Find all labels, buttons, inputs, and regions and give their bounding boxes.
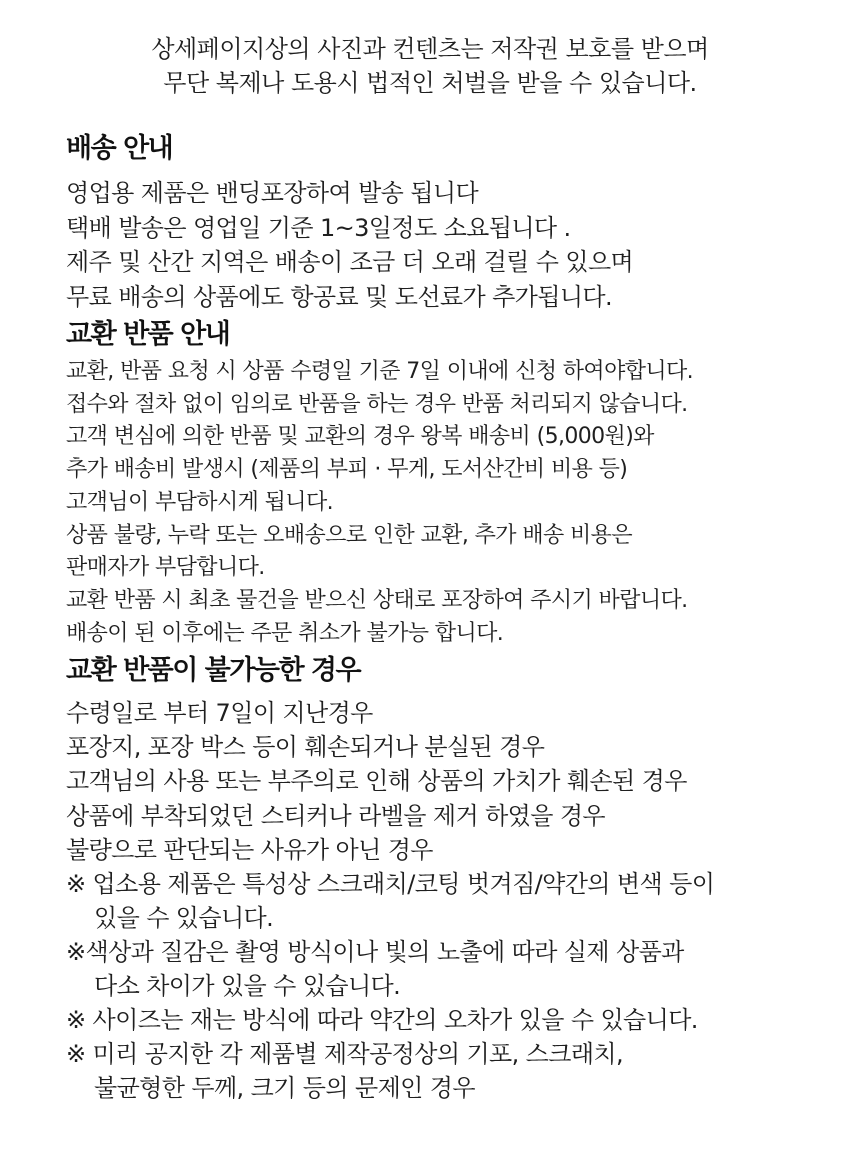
caution-note-line: 불균형한 두께, 크기 등의 문제인 경우 — [94, 1074, 475, 1103]
shipping-info-line: 영업용 제품은 밴딩포장하여 발송 됩니다 — [66, 179, 479, 207]
exchange-info-line: 판매자가 부담합니다. — [66, 555, 265, 581]
caution-note-line: 다소 차이가 있을 수 있습니다. — [94, 972, 401, 1001]
copyright-notice — [0, 32, 860, 100]
nonreturn-case-line: 수령일로 부터 7일이 지난경우 — [66, 699, 373, 727]
nonreturn-case-line: 상품에 부착되었던 스티커나 라벨을 제거 하였을 경우 — [66, 801, 606, 830]
exchange-info-line: 배송이 된 이후에는 주문 취소가 불가능 합니다. — [66, 620, 504, 646]
exchange-info-line: 접수와 절차 없이 임의로 반품을 하는 경우 반품 처리되지 않습니다. — [66, 391, 688, 417]
exchange-info-line: 고객 변심에 의한 반품 및 교환의 경우 왕복 배송비 (5,000원)와 — [66, 424, 654, 450]
caution-note — [66, 1003, 826, 1037]
caution-note-line: ※ 미리 공지한 각 제품별 제작공정상의 기포, 스크래치, — [66, 1040, 624, 1068]
exchange-info-line: 교환, 반품 요청 시 상품 수령일 기준 7일 이내에 신청 하여야합니다. — [66, 359, 694, 384]
copyright-notice-line: 무단 복제나 도용시 법적인 처벌을 받을 수 있습니다. — [163, 69, 697, 97]
copyright-notice-line: 상세페이지상의 사진과 컨텐츠는 저작권 보호를 받으며 — [151, 35, 709, 63]
shipping-info-line: 택배 발송은 영업일 기준 1~3일정도 소요됩니다 . — [66, 213, 571, 242]
exchange-info-line: 추가 배송비 발생시 (제품의 부피 · 무게, 도서산간비 비용 등) — [66, 457, 628, 483]
nonreturn-case-line: 고객님의 사용 또는 부주의로 인해 상품의 가치가 훼손된 경우 — [66, 767, 687, 796]
caution-note-line: 있을 수 있습니다. — [94, 904, 274, 933]
shipping-info-text — [66, 176, 826, 314]
nonreturn-case-line: 불량으로 판단되는 사유가 아닌 경우 — [66, 835, 433, 864]
nonreturn-case-line: 포장지, 포장 박스 등이 훼손되거나 분실된 경우 — [66, 733, 545, 762]
caution-note-line: ※ 사이즈는 재는 방식에 따라 약간의 오차가 있을 수 있습니다. — [66, 1006, 698, 1034]
caution-note — [66, 1037, 826, 1105]
exchange-info-line: 교환 반품 시 최초 물건을 받으신 상태로 포장하여 주시기 바랍니다. — [66, 587, 688, 613]
shipping-section-title: 배송 안내 — [66, 133, 173, 164]
caution-note-line: ※ 업소용 제품은 특성상 스크래치/코팅 벗겨짐/약간의 변색 등이 — [66, 870, 715, 898]
shipping-info-line: 무료 배송의 상품에도 항공료 및 도선료가 추가됩니다. — [66, 282, 613, 311]
nonreturn-section-title: 교환 반품이 불가능한 경우 — [66, 655, 361, 686]
exchange-info-line: 상품 불량, 누락 또는 오배송으로 인한 교환, 추가 배송 비용은 — [66, 522, 632, 548]
shipping-info-line: 제주 및 산간 지역은 배송이 조금 더 오래 걸릴 수 있으며 — [66, 248, 634, 276]
caution-note — [66, 867, 826, 935]
exchange-section-title: 교환 반품 안내 — [66, 319, 230, 350]
caution-note-line: ※색상과 질감은 촬영 방식이나 빛의 노출에 따라 실제 상품과 — [66, 938, 684, 966]
caution-note — [66, 935, 826, 1003]
nonreturn-cases-text — [66, 696, 826, 867]
exchange-info-text — [66, 356, 826, 650]
exchange-info-line: 고객님이 부담하시게 됩니다. — [66, 489, 334, 515]
